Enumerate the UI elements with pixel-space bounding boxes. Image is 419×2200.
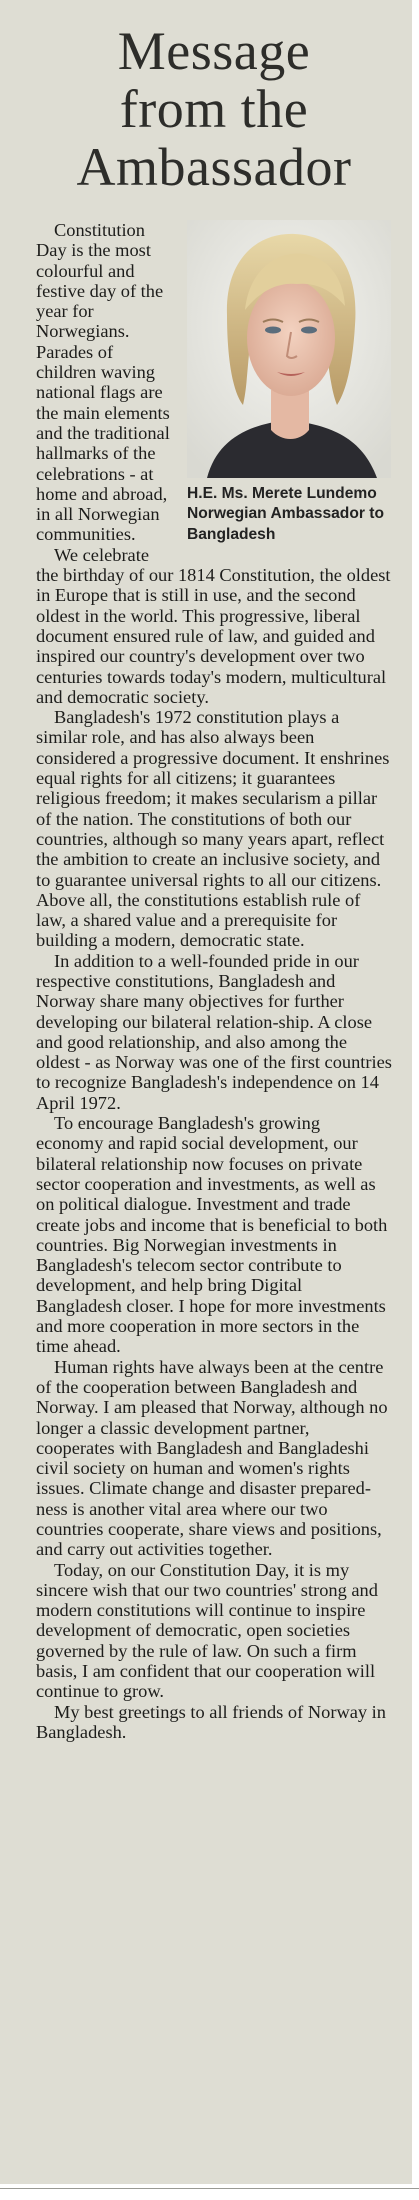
paragraph: Human rights have always been at the centre of the cooperation between Bangladesh and Norway. I am pleased that Norway, although no longer a classic development partner, cooperates with Bangladesh and Bangladeshi civil society on human and women's rights issues. Climate change and disaster prepared-ness is another vital area where our two countries cooperate, share views and positions, and carry out activities together.	[36, 1356, 388, 1560]
headline-line: Message	[117, 21, 311, 81]
portrait-caption	[187, 484, 392, 545]
paragraph: To encourage Bangladesh's growing economy and rapid social development, our bilateral relationship now focuses on private sector cooperation and investments, as well as on political dialogue. Investment and trade create jobs and income that is beneficial to both countries. Big Norwegian investments in Bangladesh's telecom sector contribute to development, and help bring Digital Bangladesh closer. I hope for more investments and more cooperation in more sectors in the time ahead.	[36, 1113, 388, 1357]
headline-line: Ambassador	[76, 137, 352, 197]
paragraph: Bangladesh's 1972 constitution plays a similar role, and has also always been considered a progressive document. It enshrines equal rights for all citizens; it guarantees religious freedom; it makes secularism a pillar of the nation. The constitutions of both our countries, although so many years apart, reflect the ambition to create an inclusive society, and to guarantee universal rights to all our citizens. Above all, the constitutions establish rule of law, a shared value and a prerequisite for building a modern, democratic state.	[36, 707, 390, 951]
caption-title: Norwegian Ambassador to	[187, 505, 384, 523]
headline	[36, 22, 392, 196]
paragraph: In addition to a well-founded pride in our respective constitutions, Bangladesh and Norway share many objectives for further developing our bilateral relation-ship. A close and good relationship, and also among the oldest - as Norway was one of the first countries to recognize Bangladesh's independence on 14 April 1972.	[36, 950, 392, 1113]
bottom-rule	[0, 2188, 419, 2189]
paragraph: Today, on our Constitution Day, it is my sincere wish that our two countries' strong and modern constitutions will continue to inspire development of democratic, open societies governed by the rule of law. On such a firm basis, I am confident that our cooperation will continue to grow.	[36, 1559, 378, 1702]
article-body	[36, 220, 392, 1742]
ambassador-portrait	[187, 220, 391, 478]
caption-country: Bangladesh	[187, 525, 276, 543]
portrait-box	[187, 220, 392, 545]
headline-line: from the	[119, 79, 309, 139]
paragraph: Constitution Day is the most colourful and festive day of the year for Norwegians. Parades of children waving national flags are the main elements and the traditional hallmarks of the celebrations - at home and abroad, in all Norwegian communities.	[36, 220, 170, 545]
caption-name: H.E. Ms. Merete Lundemo	[187, 485, 377, 502]
paragraph: My best greetings to all friends of Norway in Bangladesh.	[36, 1701, 386, 1742]
paragraph: We celebrate the birthday of our 1814 Constitution, the oldest in Europe that is still in use, and the second oldest in the world. This progressive, liberal document ensured rule of law, and guided and inspired our country's development over two centuries towards today's modern, multicultural and democratic society.	[36, 544, 391, 707]
